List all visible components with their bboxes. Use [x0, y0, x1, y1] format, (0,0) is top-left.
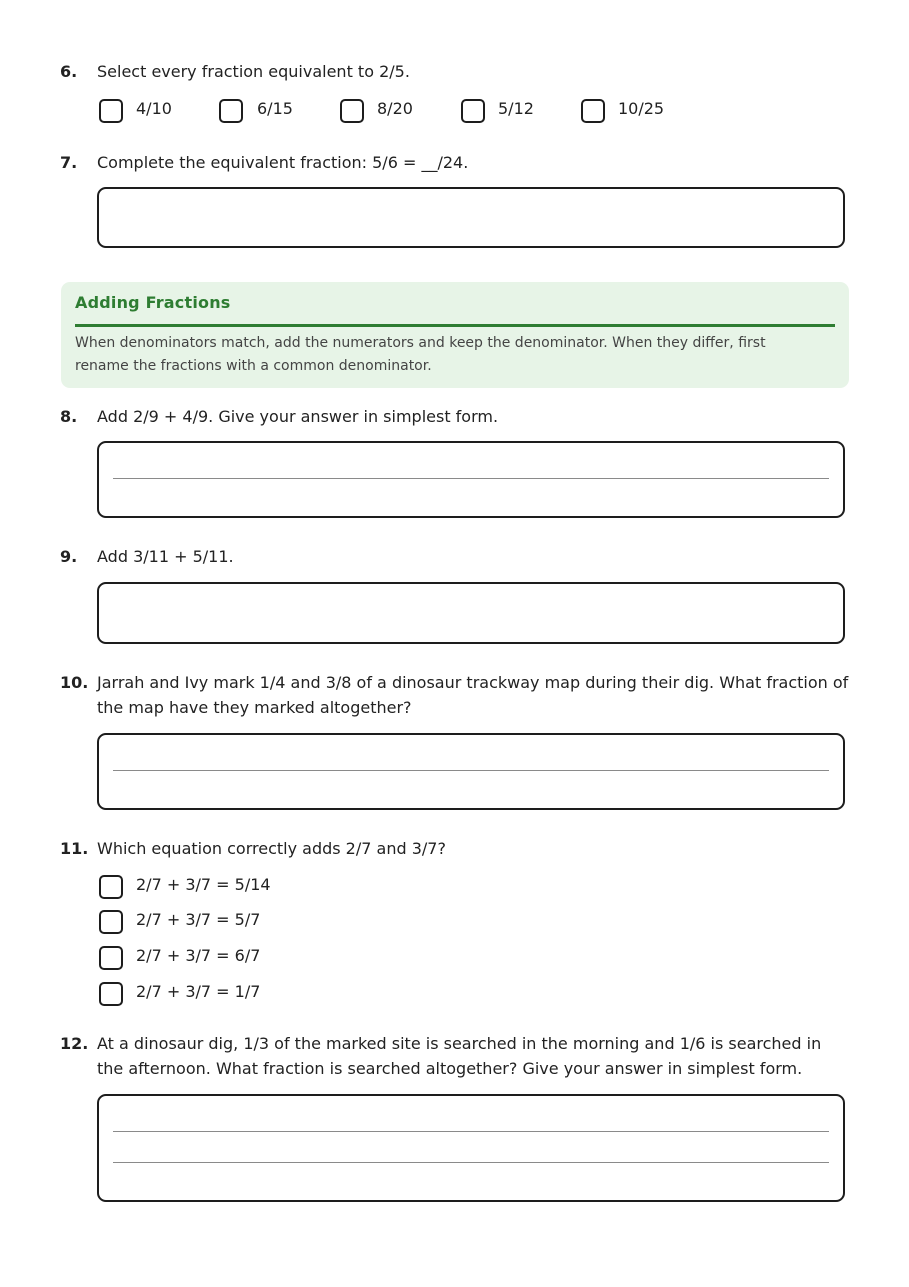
answer-line: [113, 1162, 829, 1163]
question-text: Select every fraction equivalent to 2/5.: [97, 62, 410, 81]
option-checkbox[interactable]: [99, 875, 123, 899]
option-checkbox[interactable]: [340, 99, 364, 123]
question-text: At a dinosaur dig, 1/3 of the marked site is searched in the morning and 1/6 is searched in the afternoon. What fraction is searched altogether? Give your answer in simplest form.: [97, 1034, 822, 1078]
question-9: [60, 544, 860, 569]
option-label: 8/20: [377, 99, 413, 118]
question-text: Which equation correctly adds 2/7 and 3/7?: [97, 839, 446, 858]
question-text: Jarrah and Ivy mark 1/4 and 3/8 of a dinosaur trackway map during their dig. What fraction of the map have they marked altogether?: [97, 673, 849, 717]
question-number: 6.: [60, 62, 78, 81]
question-number: 8.: [60, 407, 78, 426]
option-label: 6/15: [257, 99, 293, 118]
option-label: 10/25: [618, 99, 665, 118]
option-label: 2/7 + 3/7 = 1/7: [136, 982, 261, 1001]
question-text: Complete the equivalent fraction: 5/6 = __/24.: [97, 153, 469, 172]
answer-line: [113, 1131, 829, 1132]
question-8: [60, 404, 860, 429]
option-label: 2/7 + 3/7 = 5/7: [136, 910, 261, 929]
answer-box[interactable]: [97, 582, 845, 644]
question-number: 7.: [60, 153, 78, 172]
answer-box[interactable]: [97, 733, 845, 810]
info-box-divider: [75, 324, 835, 327]
question-text: Add 2/9 + 4/9. Give your answer in simplest form.: [97, 407, 499, 426]
info-box-title: Adding Fractions: [75, 293, 231, 312]
option-checkbox[interactable]: [219, 99, 243, 123]
option-checkbox[interactable]: [99, 99, 123, 123]
answer-box[interactable]: [97, 187, 845, 248]
question-text: Add 3/11 + 5/11.: [97, 547, 234, 566]
option-label: 5/12: [498, 99, 534, 118]
answer-line: [113, 770, 829, 771]
question-number: 10.: [60, 673, 89, 692]
question-number: 9.: [60, 547, 78, 566]
option-label: 2/7 + 3/7 = 6/7: [136, 946, 261, 965]
question-7: [60, 150, 860, 175]
answer-box[interactable]: [97, 441, 845, 518]
option-checkbox[interactable]: [581, 99, 605, 123]
question-10: [60, 670, 860, 720]
option-label: 2/7 + 3/7 = 5/14: [136, 875, 271, 894]
answer-box[interactable]: [97, 1094, 845, 1202]
option-checkbox[interactable]: [461, 99, 485, 123]
question-12: [60, 1031, 860, 1081]
question-6: [60, 59, 860, 84]
info-box: [61, 282, 849, 388]
question-number: 12.: [60, 1034, 89, 1053]
answer-line: [113, 478, 829, 479]
info-box-body: When denominators match, add the numerators and keep the denominator. When they differ, first rename the fractions with a common denominator.: [75, 335, 766, 374]
question-number: 11.: [60, 839, 89, 858]
option-checkbox[interactable]: [99, 982, 123, 1006]
question-11: [60, 836, 860, 861]
option-label: 4/10: [136, 99, 172, 118]
option-checkbox[interactable]: [99, 946, 123, 970]
option-checkbox[interactable]: [99, 910, 123, 934]
